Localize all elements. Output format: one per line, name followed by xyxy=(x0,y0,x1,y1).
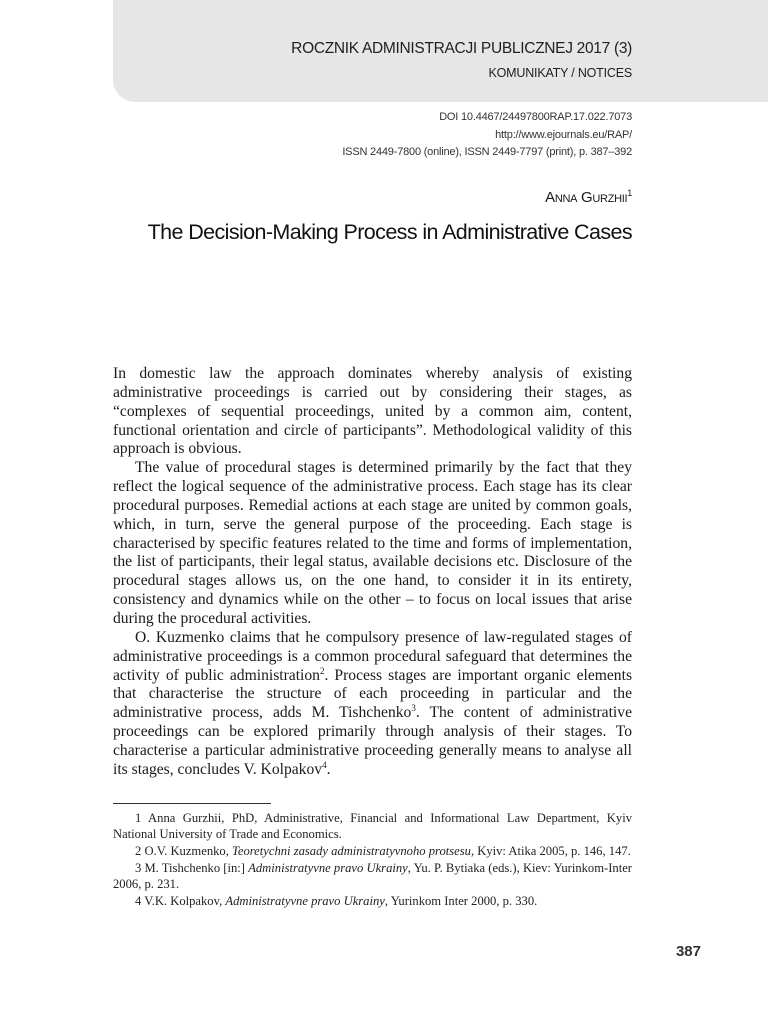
author-footnote-ref[interactable]: 1 xyxy=(627,188,632,198)
page-number: 387 xyxy=(675,943,701,960)
article-metadata xyxy=(342,109,632,162)
journal-section: KOMUNIKATY / NOTICES xyxy=(488,66,632,80)
footnote-ref[interactable]: 4 xyxy=(322,759,327,770)
footnote: 2 O.V. Kuzmenko, Teoretychni zasady administratyvnoho protsesu, Kyiv: Atika 2005, p. 146, 147. xyxy=(135,844,631,858)
article-body xyxy=(113,365,632,780)
footnotes xyxy=(113,810,632,910)
footnote-ref[interactable]: 2 xyxy=(319,665,325,676)
paragraph: The value of procedural stages is determined primarily by the fact that they reflect the logical sequence of the administrative process. Each stage has its clear procedural purposes. Remedial actions at each stage are united by common goals, which, in turn, serve the general purpose of the proceeding. Each stage is characterised by specific features related to the time and forms of implementation, the list of participants, their legal status, available decisions etc. Disclosure of the procedural stages allows us, on the one hand, to consider it in its entirety, consistency and dynamics while on the other – to focus on local issues that arise during the procedural activities. xyxy=(113,459,632,627)
footnote: 1 Anna Gurzhii, PhD, Administrative, Financial and Informational Law Department, Kyiv National University of Trade and Economics. xyxy=(113,811,632,841)
doi: DOI 10.4467/24497800RAP.17.022.7073 xyxy=(439,111,632,123)
footnote: 4 V.K. Kolpakov, Administratyvne pravo Ukrainy, Yurinkom Inter 2000, p. 330. xyxy=(135,894,538,908)
paragraph: In domestic law the approach dominates whereby analysis of existing administrative proceedings is carried out by considering their stages, as “complexes of sequential proceedings, united by a common aim, content, functional orientation and circle of participants”. Methodological validity of this approach is obvious. xyxy=(113,365,632,458)
author-name: Anna Gurzhii xyxy=(545,189,628,206)
footnote-divider xyxy=(113,803,271,804)
footnote-ref[interactable]: 3 xyxy=(411,703,416,713)
journal-title: ROCZNIK ADMINISTRACJI PUBLICZNEJ 2017 (3) xyxy=(291,40,632,57)
issn: ISSN 2449-7800 (online), ISSN 2449-7797 (print), p. 387–392 xyxy=(342,146,632,158)
author xyxy=(545,188,632,206)
footnote: 3 M. Tishchenko [in:] Administratyvne pravo Ukrainy, Yu. P. Bytiaka (eds.), Kiev: Yurinkom-Inter 2006, p. 231. xyxy=(113,861,632,891)
article-title: The Decision-Making Process in Administrative Cases xyxy=(147,220,632,244)
paragraph: O. Kuzmenko claims that he compulsory presence of law-regulated stages of administrative proceedings is a common procedural safeguard that determines the activity of public administration$^2$. Process stages are important organic elements that characterise the structure of each proceeding in particular and the administrative process, adds M. Tishchenko$^3$. The content of administrative proceedings can be explored primarily through analysis of their stages. To characterise a particular administrative proceeding generally means to analyse all its stages, concludes V. Kolpakov$^4$. xyxy=(113,628,633,778)
journal-url[interactable]: http://www.ejournals.eu/RAP/ xyxy=(495,128,632,141)
